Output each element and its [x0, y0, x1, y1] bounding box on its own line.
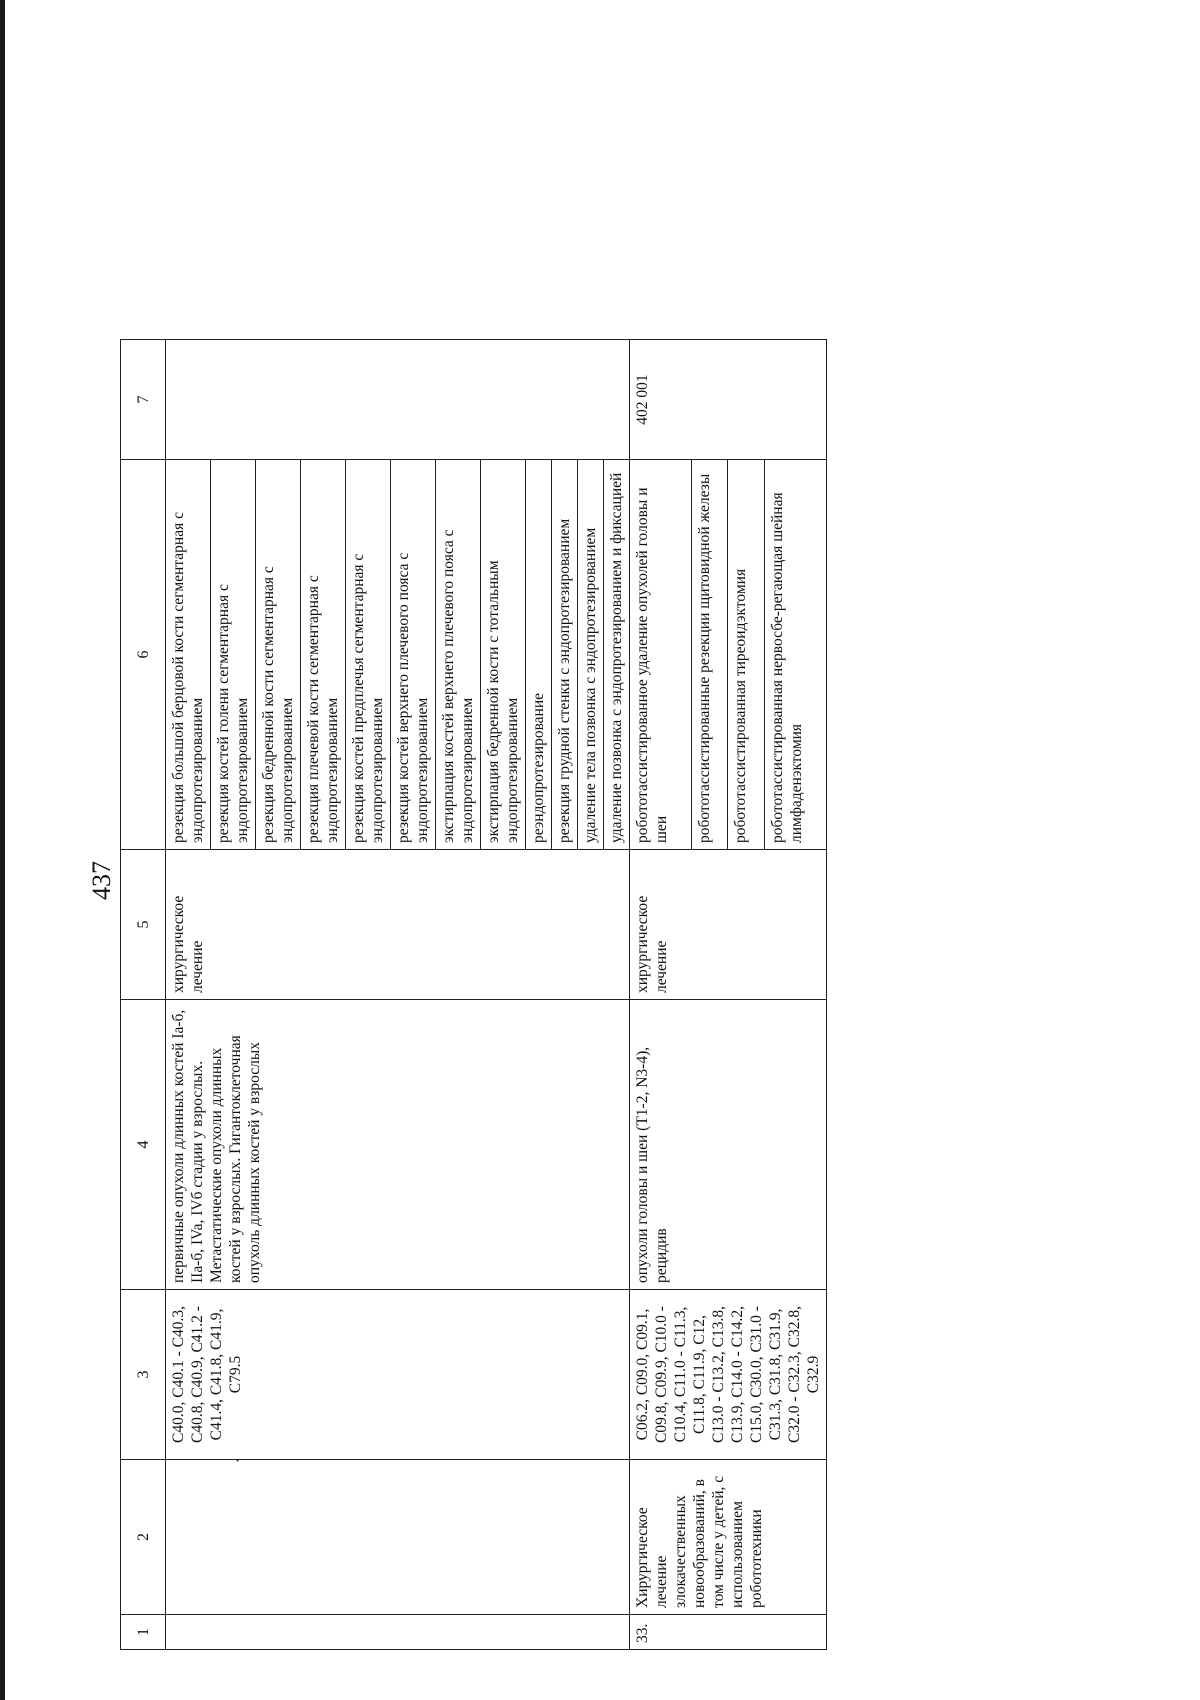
condition-cell: опухоли головы и шеи (T1-2, N3-4), рецидив — [630, 1000, 827, 1290]
method-cell: резекция плечевой кости сегментарная с эндопротезированием — [301, 460, 346, 850]
treatment-cell: хирургическое лечение — [630, 850, 827, 1000]
col-header: 2 — [121, 1460, 166, 1615]
method-cell: реэндопротезирование — [526, 460, 552, 850]
method-cell: резекция костей предплечья сегментарная с эндопротезированием — [346, 460, 391, 850]
method-cell: удаление тела позвонка с эндопротезированием — [578, 460, 604, 850]
col-header: 6 — [121, 460, 166, 850]
method-cell: робототассистированная нервосбе-регающая шейная лимфаденэктомия — [764, 460, 826, 850]
table-row — [166, 340, 211, 1650]
table-row — [630, 340, 692, 1650]
number-cell — [166, 1615, 630, 1650]
method-cell: резекция грудной стенки с эндопротезированием — [552, 460, 578, 850]
condition-cell: первичные опухоли длинных костей Ia-б, IIa-б, IVa, IVб стадии у взрослых. Метастатические опухоли длинных костей у взрослых. Гигантоклеточная опухоль длинных костей у взрослых — [166, 1000, 630, 1290]
codes-cell: C06.2, C09.0, C09.1, C09.8, C09.9, C10.0 - C10.4, C11.0 - C11.3, C11.8, C11.9, C12, C13.0 - C13.2, C13.8, C13.9, C14.0 - C14.2, C15.0, C30.0, C31.0 - C31.3, C31.8, C31.9, C32.0 - C32.3, C32.8, C32.9 — [630, 1290, 827, 1460]
treatment-cell: хирургическое лечение — [166, 850, 630, 1000]
stray-mark: · — [230, 1457, 247, 1463]
name-cell — [166, 1457, 630, 1615]
procedures-table — [120, 339, 827, 1650]
rotated-table — [120, 100, 1200, 1650]
table-region — [120, 100, 1200, 1650]
header-row — [121, 340, 166, 1650]
col-header: 3 — [121, 1290, 166, 1460]
method-cell: экстирпация бедренной кости с тотальным эндопротезированием — [481, 460, 526, 850]
method-cell: робототассистированные резекции щитовидной железы — [692, 460, 728, 850]
method-cell: резекция костей голени сегментарная с эндопротезированием — [211, 460, 256, 850]
col-header: 4 — [121, 1000, 166, 1290]
col-header: 1 — [121, 1615, 166, 1650]
codes-cell: C40.0, C40.1 - C40.3, C40.8, C40.9, C41.2 - C41.4, C41.8, C41.9, C79.5 — [166, 1290, 630, 1460]
col-header: 7 — [121, 340, 166, 460]
method-cell: резекция костей верхнего плечевого пояса с эндопротезированием — [391, 460, 436, 850]
method-cell: резекция большой берцовой кости сегментарная с эндопротезированием — [166, 460, 211, 850]
method-cell: резекция бедренной кости сегментарная с эндопротезированием — [256, 460, 301, 850]
cost-cell — [166, 340, 630, 460]
name-cell: Хирургическое лечение злокачественных новообразований, в том числе у детей, с использованием робототехники — [630, 1460, 827, 1615]
cost-cell: 402 001 — [630, 340, 827, 460]
method-cell: удаление позвонка с эндопротезированием и фиксацией — [604, 460, 630, 850]
method-cell: робототассистированное удаление опухолей головы и шеи — [630, 460, 692, 850]
number-cell: 33. — [630, 1615, 827, 1650]
col-header: 5 — [121, 850, 166, 1000]
method-cell: экстирпация костей верхнего плечевого пояса с эндопротезированием — [436, 460, 481, 850]
scan-edge — [0, 0, 5, 1700]
method-cell: робототассистированная тиреоидэктомия — [728, 460, 764, 850]
page-number: 437 — [87, 861, 116, 900]
